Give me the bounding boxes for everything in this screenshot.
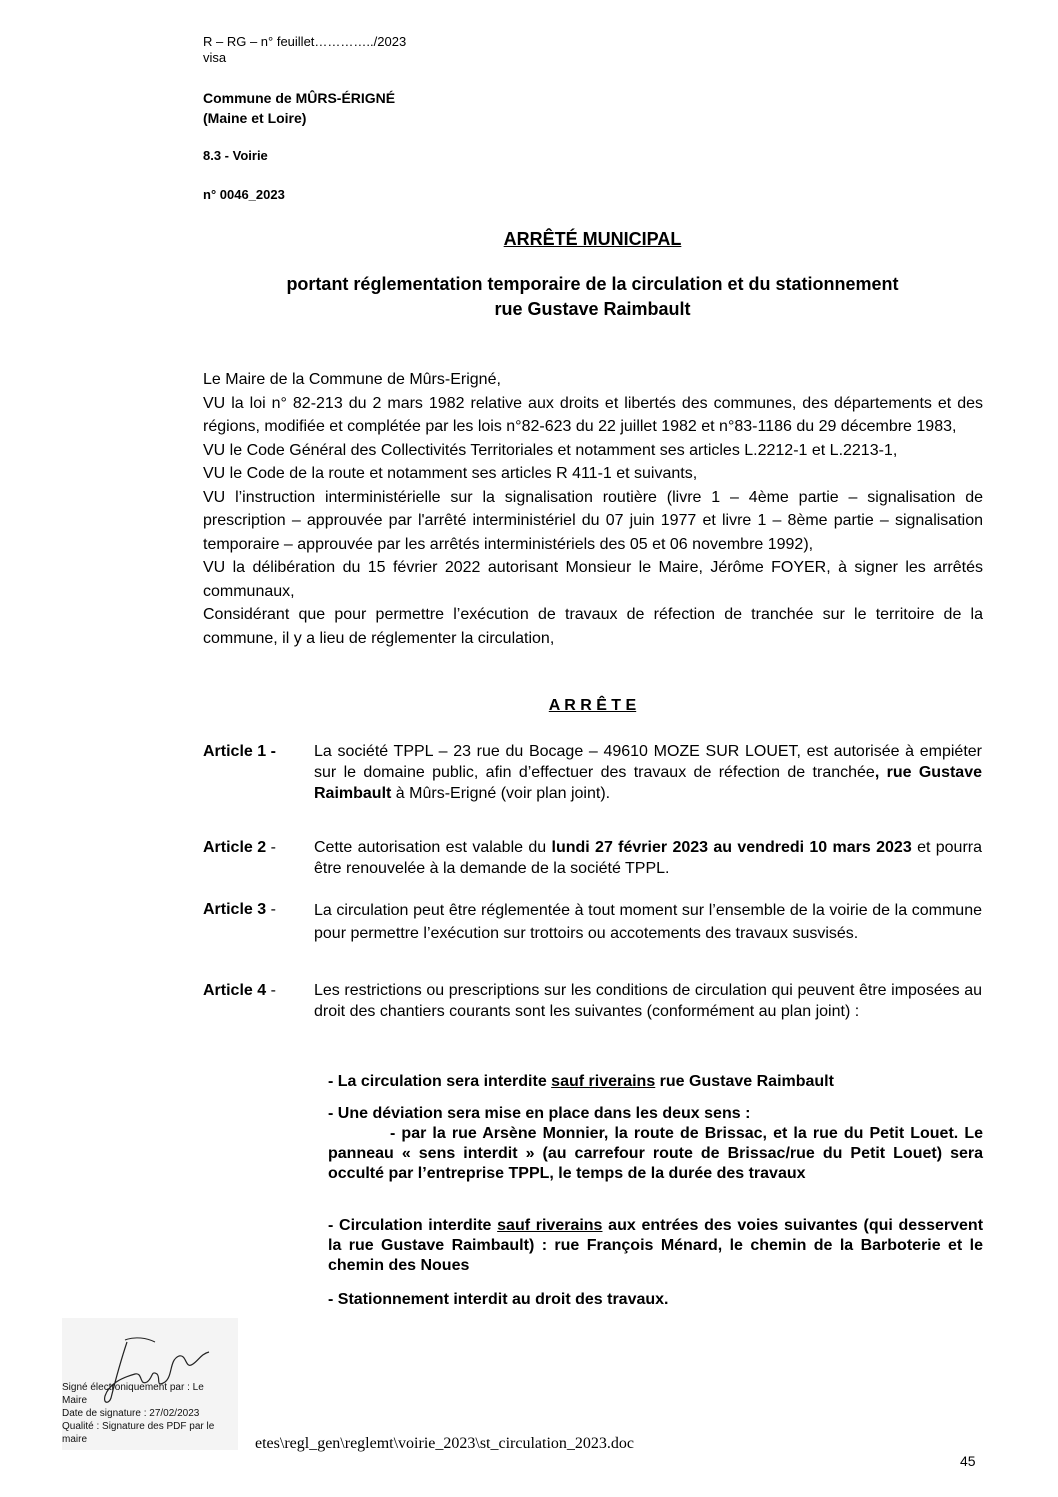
- article-4-label: Article 4 -: [203, 982, 276, 999]
- department-name: (Maine et Loire): [203, 110, 307, 126]
- measure-voies-interdites: - Circulation interdite sauf riverains aux entrées des voies suivantes (qui desservent la rue Gustave Raimbault) : rue François Ménard, le chemin de la Barboterie et le chemin des Noues: [328, 1217, 984, 1274]
- preamble-vu-deliberation: VU la délibération du 15 février 2022 autorisant Monsieur le Maire, Jérôme FOYER, à signer les arrêtés communaux,: [203, 559, 983, 600]
- article-2-label: Article 2 -: [203, 839, 276, 856]
- subtitle-line-2: rue Gustave Raimbault: [494, 299, 691, 319]
- category-label: 8.3 - Voirie: [203, 148, 268, 163]
- signature-metadata: [62, 1381, 227, 1446]
- measure-stationnement: - Stationnement interdit au droit des travaux.: [328, 1291, 669, 1308]
- preamble-maire: Le Maire de la Commune de Mûrs-Erigné,: [203, 371, 501, 388]
- preamble-vu-loi: VU la loi n° 82-213 du 2 mars 1982 relative aux droits et libertés des communes, des départements et des régions, modifiée et complétée par les lois n°82-623 du 22 juillet 1982 et n°83-1186 du 29 décembre 1983,: [203, 394, 983, 435]
- page-title: ARRÊTÉ MUNICIPAL: [503, 229, 682, 249]
- signature-signer: Signé électroniquement par : Le Maire: [62, 1382, 204, 1406]
- article-1-text: La société TPPL – 23 rue du Bocage – 49610 MOZE SUR LOUET, est autorisée à empiéter sur le domaine public, afin d’effectuer des travaux de réfection de tranchée, rue Gustave Raimbault à Mûrs-Erigné (voir plan joint).: [314, 743, 983, 802]
- commune-name: Commune de MÛRS-ÉRIGNÉ: [203, 90, 396, 106]
- article-1-label: Article 1 -: [203, 743, 276, 760]
- preamble-vu-code-route: VU le Code de la route et notamment ses articles R 411-1 et suivants,: [203, 465, 698, 482]
- article-3-label: Article 3 -: [203, 901, 276, 918]
- article-4-text: Les restrictions ou prescriptions sur les conditions de circulation qui peuvent être imposées au droit des chantiers courants sont les suivantes (conformément au plan joint) :: [314, 982, 982, 1020]
- signature-date: Date de signature : 27/02/2023: [62, 1408, 200, 1419]
- measure-deviation-detail: - par la rue Arsène Monnier, la route de Brissac, et la rue du Petit Louet. Le panneau « sens interdit » (au carrefour route de Brissac/rue du Petit Louet) sera occulté par l’entreprise TPPL, le temps de la durée des travaux: [328, 1125, 983, 1182]
- article-2-text: Cette autorisation est valable du lundi 27 février 2023 au vendredi 10 mars 2023 et pourra être renouvelée à la demande de la société TPPL.: [314, 839, 983, 877]
- signature-quality: Qualité : Signature des PDF par le maire: [62, 1421, 215, 1445]
- visa-label: visa: [203, 50, 227, 65]
- preamble-vu-cgct: VU le Code Général des Collectivités Territoriales et notamment ses articles L.2212-1 et L.2213-1,: [203, 441, 898, 459]
- measure-circulation-interdite: - La circulation sera interdite sauf riverains rue Gustave Raimbault: [328, 1073, 834, 1090]
- reference-line: R – RG – n° feuillet…………../2023: [203, 34, 407, 49]
- arrete-heading: A R R Ê T E: [548, 697, 637, 714]
- preamble: [203, 368, 983, 650]
- page-number: 45: [960, 1453, 976, 1469]
- preamble-vu-instruction: VU l’instruction interministérielle sur la signalisation routière (livre 1 – 4ème partie – signalisation de prescription – approuvée par l'arrêté interministériel du 07 juin 1977 et livre 1 – 8ème partie – signalisation temporaire – approuvée par les arrêtés interministériels des 05 et 06 novembre 1992),: [203, 488, 983, 553]
- footer-file-path: etes\regl_gen\reglemt\voirie_2023\st_circulation_2023.doc: [255, 1435, 635, 1452]
- preamble-considerant: Considérant que pour permettre l’exécution de travaux de réfection de tranchée sur le territoire de la commune, il y a lieu de réglementer la circulation,: [203, 606, 983, 647]
- subtitle-line-1: portant réglementation temporaire de la circulation et du stationnement: [286, 274, 899, 294]
- measure-deviation-title: - Une déviation sera mise en place dans les deux sens :: [328, 1105, 751, 1122]
- decree-number: n° 0046_2023: [203, 187, 285, 202]
- article-3-text: La circulation peut être réglementée à tout moment sur l’ensemble de la voirie de la commune pour permettre l’exécution sur trottoirs ou accotements des travaux susvisés.: [314, 902, 982, 942]
